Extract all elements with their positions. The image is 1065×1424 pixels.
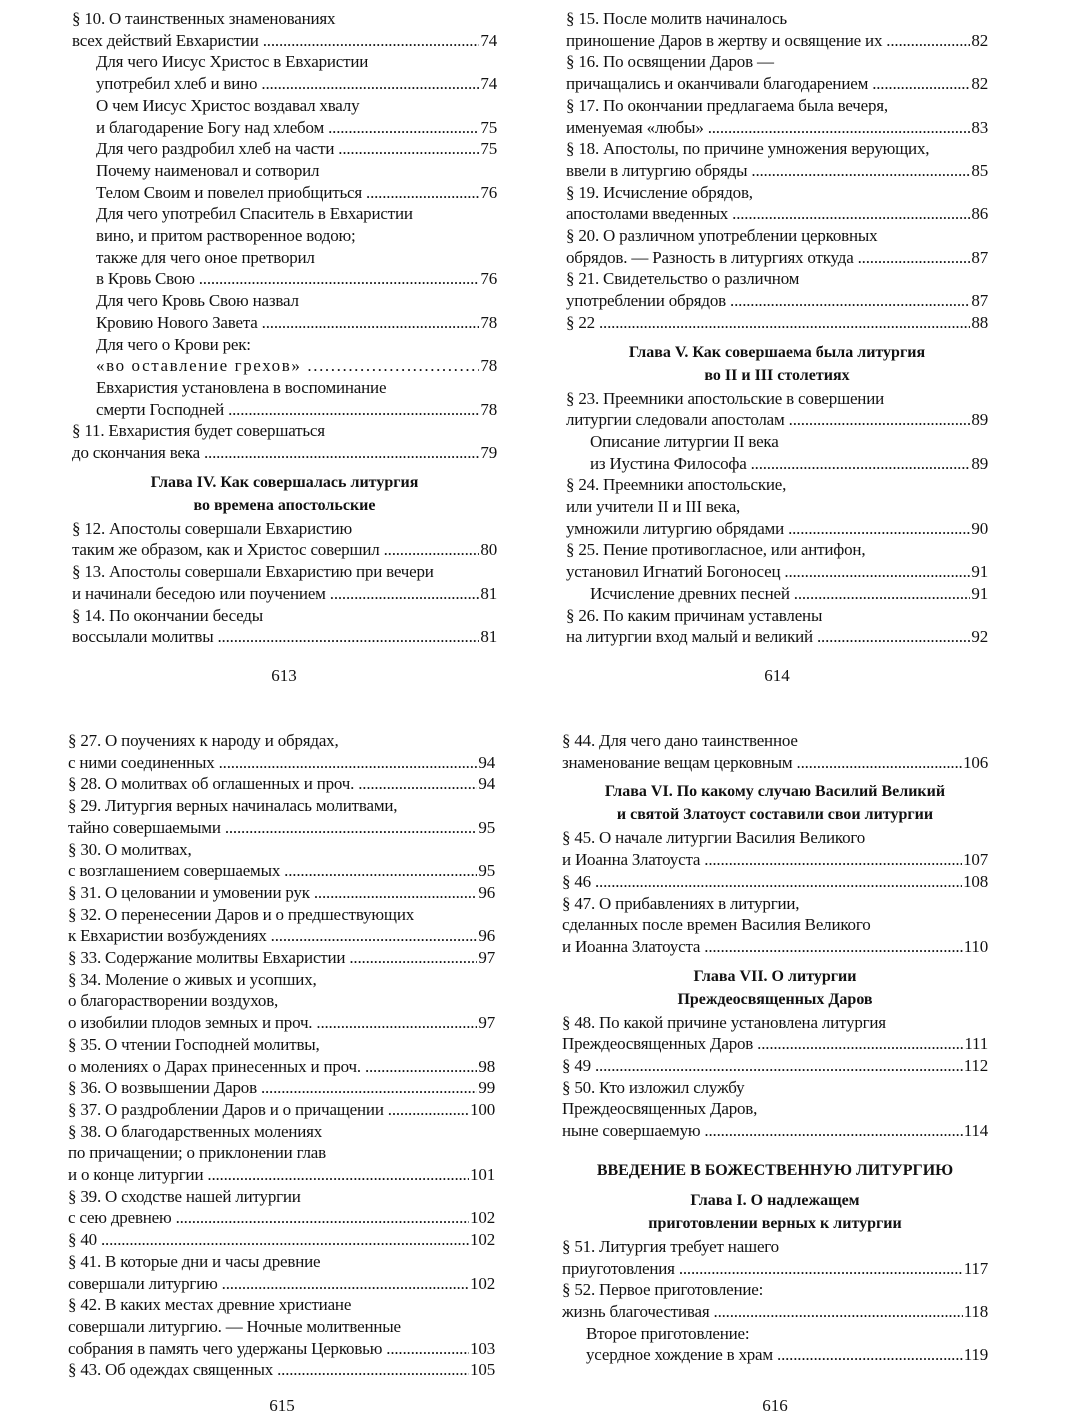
toc-entry-title: § 40 ..... [68, 1229, 469, 1251]
toc-entry [566, 561, 988, 583]
toc-entry-line: § 17. По окончании предлагаема была вечеря, [566, 95, 888, 115]
toc-entry [68, 1207, 495, 1229]
toc-page-number: 74 [480, 74, 497, 94]
toc-entry-line: § 48. По какой причине установлена литургия [562, 1012, 886, 1032]
toc-entry-line: Для чего Иисус Христос в Евхаристии [96, 52, 369, 72]
toc-entry-line: § 41. В которые дни и часы древние [68, 1251, 321, 1271]
toc-entry-line: § 42. В каких местах древние христиане [68, 1295, 352, 1315]
toc-entry [566, 160, 988, 182]
toc-entry-title: § 46 ..... [562, 871, 962, 893]
toc-entry-title: приуготовления ..... [562, 1258, 963, 1280]
folio-614: 614 [764, 666, 790, 685]
toc-entry-title: обрядов. — Разность в литургиях откуда ..... [566, 247, 970, 269]
folio-615: 615 [269, 1396, 295, 1415]
toc-page-number: 86 [971, 204, 988, 224]
toc-entry-title: тайно совершаемыми ..... [68, 817, 477, 839]
toc-page-number: 75 [480, 117, 497, 137]
toc-entry-line: § 25. Пение противогласное, или антифон, [566, 540, 866, 560]
toc-page-number: 75 [480, 139, 497, 159]
toc-page-number: 112 [963, 1056, 988, 1076]
toc-entry [566, 290, 988, 312]
toc-entry [566, 30, 988, 52]
toc-entry [566, 117, 988, 139]
page-613 [72, 8, 497, 648]
toc-entry-title: именуемая «любы» ..... [566, 117, 970, 139]
toc-entry-title: в Кровь Свою ..... [96, 268, 479, 290]
toc-page-number: 95 [478, 817, 495, 837]
toc-entry [566, 453, 988, 475]
toc-entry [562, 752, 988, 774]
toc-entry-title: с ними соединенных ..... [68, 752, 477, 774]
toc-entry [566, 312, 988, 334]
toc-entry-line: § 21. Свидетельство о различном [566, 269, 800, 289]
toc-entry-line: Для чего Кровь Свою назвал [96, 291, 299, 311]
toc-page-number: 91 [971, 562, 988, 582]
toc-page-number: 88 [971, 312, 988, 332]
toc-entry-title: воссылали молитвы ..... [72, 626, 479, 648]
toc-page-number: 89 [971, 410, 988, 430]
toc-entry-title: знаменование вещам церковным ..... [562, 752, 962, 774]
toc-entry [566, 518, 988, 540]
toc-entry-line: § 26. По каким причинам уставлены [566, 605, 823, 625]
toc-entry-title: ныне совершаемую ..... [562, 1120, 963, 1142]
toc-entry-line: § 34. Моление о живых и усопших, [68, 969, 317, 989]
toc-page-number: 108 [963, 871, 988, 891]
toc-page-number: 95 [478, 861, 495, 881]
folio-613: 613 [271, 666, 297, 685]
toc-entry-line: § 29. Литургия верных начиналась молитвами, [68, 796, 398, 816]
toc-entry-title: и Иоанна Златоуста ..... [562, 936, 963, 958]
toc-entry-line: Почему наименовал и сотворил [96, 160, 320, 180]
toc-entry-line: § 52. Первое приготовление: [562, 1280, 764, 1300]
toc-page-number: 91 [971, 583, 988, 603]
toc-page-number: 114 [963, 1121, 988, 1141]
toc-page-number: 117 [963, 1258, 988, 1278]
toc-entry-title: жизнь благочестивая ..... [562, 1301, 963, 1323]
toc-entry [72, 182, 497, 204]
toc-entry-line: § 32. О перенесении Даров и о предшествующих [68, 904, 415, 924]
toc-entry [566, 409, 988, 431]
toc-entry-title: § 31. О целовании и умовении рук ..... [68, 882, 477, 904]
toc-page-number: 102 [470, 1273, 495, 1293]
toc-entry-title: Исчисление древних песней ..... [590, 583, 970, 605]
toc-entry [72, 399, 497, 421]
toc-page-number: 90 [971, 518, 988, 538]
toc-entry [68, 1338, 495, 1360]
toc-page-number: 87 [971, 247, 988, 267]
toc-entry-title: § 33. Содержание молитвы Евхаристии ..... [68, 947, 477, 969]
toc-entry [72, 73, 497, 95]
toc-page-number: 87 [971, 291, 988, 311]
toc-page-number: 78 [480, 356, 497, 376]
toc-entry-line: § 13. Апостолы совершали Евхаристию при вечери [72, 562, 434, 582]
toc-entry [72, 626, 497, 648]
toc-page-number: 94 [478, 752, 495, 772]
toc-entry-line: О чем Иисус Христос воздавал хвалу [96, 95, 360, 115]
toc-entry-title: всех действий Евхаристии ..... [72, 30, 479, 52]
toc-page-number: 96 [478, 882, 495, 902]
toc-entry [72, 355, 497, 377]
toc-entry [68, 1273, 495, 1295]
folio-616: 616 [762, 1396, 788, 1415]
toc-page-number: 102 [470, 1208, 495, 1228]
toc-entry-line: Для чего употребил Спаситель в Евхаристии [96, 204, 413, 224]
toc-entry-title: установил Игнатий Богоносец ..... [566, 561, 970, 583]
toc-entry-line: или учители II и III века, [566, 497, 741, 517]
toc-entry [566, 626, 988, 648]
toc-entry-title: из Иустина Философа ..... [590, 453, 970, 475]
toc-entry [72, 583, 497, 605]
toc-page-number: 99 [478, 1078, 495, 1098]
toc-entry-title: § 43. Об одеждах священных ..... [68, 1359, 469, 1381]
toc-page-number: 76 [480, 182, 497, 202]
toc-entry-title: до скончания века ..... [72, 442, 479, 464]
toc-entry [562, 936, 988, 958]
toc-entry [72, 312, 497, 334]
toc-entry-title: с возглашением совершаемых ..... [68, 860, 477, 882]
toc-entry-line: § 19. Исчисление обрядов, [566, 182, 753, 202]
toc-entry-line: Для чего о Крови рек: [96, 334, 251, 354]
toc-entry-line: о благорастворении воздухов, [68, 991, 279, 1011]
toc-entry-title: § 28. О молитвах об оглашенных и проч. ..... [68, 773, 477, 795]
toc-entry-line: § 24. Преемники апостольские, [566, 475, 787, 495]
chapter-heading: Глава VI. По какому случаю Василий Великий [604, 783, 946, 801]
chapter-heading: во II и III столетиях [704, 366, 850, 384]
toc-entry-line: Евхаристия установлена в воспоминание [96, 377, 387, 397]
toc-page-number: 74 [480, 30, 497, 50]
toc-entry [562, 1344, 988, 1366]
toc-entry-line: § 39. О сходстве нашей литургии [68, 1186, 301, 1206]
toc-entry-title: ввели в литургию обряды ..... [566, 160, 970, 182]
toc-page-number: 107 [963, 850, 988, 870]
toc-entry-line: § 27. О поучениях к народу и обрядах, [68, 731, 339, 750]
chapter-heading: Преждеосвященных Даров [677, 990, 873, 1008]
toc-entry-line: § 15. После молитв начиналось [566, 9, 787, 28]
toc-page-number: 79 [480, 443, 497, 463]
toc-entry-title: Преждеосвященных Даров ..... [562, 1033, 963, 1055]
toc-entry [72, 117, 497, 139]
toc-entry-title: с сею древнею ..... [68, 1207, 469, 1229]
toc-entry-title: совершали литургию ..... [68, 1273, 469, 1295]
toc-entry-title: Кровию Нового Завета ..... [96, 312, 479, 334]
toc-entry [72, 138, 497, 160]
toc-page-number: 110 [963, 936, 988, 956]
toc-entry-title: о изобилии плодов земных и проч. ..... [68, 1012, 477, 1034]
toc-entry [562, 1033, 988, 1055]
toc-page-number: 102 [470, 1230, 495, 1250]
toc-entry-title: и о конце литургии ..... [68, 1164, 469, 1186]
toc-entry [562, 1120, 988, 1142]
toc-entry-title: § 36. О возвышении Даров ..... [68, 1077, 477, 1099]
toc-entry [68, 1229, 495, 1251]
toc-page-number: 111 [964, 1034, 988, 1054]
toc-entry-line: § 11. Евхаристия будет совершаться [72, 421, 325, 441]
toc-entry-line: § 38. О благодарственных молениях [68, 1121, 323, 1141]
toc-entry-line: § 12. Апостолы совершали Евхаристию [72, 518, 352, 538]
toc-page-number: 98 [478, 1056, 495, 1076]
chapter-heading: и святой Златоуст составили свои литургии [616, 806, 934, 824]
toc-page-number: 78 [480, 312, 497, 332]
toc-entry-title: и начинали беседою или поучением ..... [72, 583, 479, 605]
toc-page-number: 119 [963, 1345, 988, 1365]
toc-entry-title: о молениях о Дарах принесенных и проч. ..... [68, 1056, 477, 1078]
toc-page-number: 94 [478, 774, 495, 794]
toc-entry-title: § 22 ..... [566, 312, 970, 334]
toc-entry [68, 925, 495, 947]
toc-page-number: 81 [480, 583, 497, 603]
toc-entry [68, 1099, 495, 1121]
toc-entry-line: § 35. О чтении Господней молитвы, [68, 1034, 320, 1054]
toc-entry [68, 860, 495, 882]
toc-entry [566, 73, 988, 95]
toc-entry [566, 583, 988, 605]
toc-entry [562, 1258, 988, 1280]
toc-page-number: 103 [470, 1338, 495, 1358]
toc-entry-line: § 45. О начале литургии Василия Великого [562, 828, 866, 848]
toc-entry-title: к Евхаристии возбуждениях ..... [68, 925, 477, 947]
toc-entry [562, 1301, 988, 1323]
toc-page-number: 81 [480, 627, 497, 647]
toc-entry-line: также для чего оное претворил [96, 247, 315, 267]
toc-entry-title: смерти Господней ..... [96, 399, 479, 421]
chapter-heading: Глава IV. Как совершалась литургия [150, 473, 419, 491]
toc-entry [562, 871, 988, 893]
toc-entry-line: Преждеосвященных Даров, [562, 1099, 758, 1119]
toc-page-number: 96 [478, 926, 495, 946]
toc-entry-title: «во оставление грехов» ..... [96, 355, 479, 377]
toc-entry-line: § 20. О различном употреблении церковных [566, 226, 878, 246]
toc-entry-line: § 30. О молитвах, [68, 839, 192, 859]
toc-entry [72, 539, 497, 561]
toc-entry [566, 247, 988, 269]
toc-entry [562, 1055, 988, 1077]
toc-entry-title: употреблении обрядов ..... [566, 290, 970, 312]
toc-entry-title: литургии следовали апостолам ..... [566, 409, 970, 431]
toc-page-number: 118 [963, 1301, 988, 1321]
toc-page-number: 100 [470, 1099, 495, 1119]
toc-entry-title: Телом Своим и повелел приобщиться ..... [96, 182, 479, 204]
toc-entry [68, 1056, 495, 1078]
toc-entry [72, 268, 497, 290]
toc-entry [562, 849, 988, 871]
toc-entry [68, 1077, 495, 1099]
toc-entry-title: употребил хлеб и вино ..... [96, 73, 479, 95]
toc-entry-line: § 44. Для чего дано таинственное [562, 731, 798, 750]
page-616 [562, 730, 988, 1366]
toc-entry [68, 817, 495, 839]
chapter-heading: приготовлении верных к литургии [648, 1214, 902, 1232]
chapter-heading: во времена апостольские [193, 496, 376, 514]
toc-entry-title: умножили литургию обрядами ..... [566, 518, 970, 540]
toc-page-number: 76 [480, 269, 497, 289]
toc-entry-line: Описание литургии II века [590, 431, 779, 451]
toc-page-number: 80 [480, 540, 497, 560]
toc-entry [68, 1359, 495, 1381]
toc-entry-line: § 23. Преемники апостольские в совершении [566, 388, 885, 408]
toc-entry-line: § 50. Кто изложил службу [562, 1077, 745, 1097]
toc-entry-title: и Иоанна Златоуста ..... [562, 849, 962, 871]
toc-entry-line: § 51. Литургия требует нашего [562, 1236, 779, 1256]
toc-entry [68, 1164, 495, 1186]
toc-entry-line: § 16. По освящении Даров — [566, 52, 774, 72]
toc-page-number: 85 [971, 160, 988, 180]
toc-entry-title: апостолами введенных ..... [566, 203, 970, 225]
toc-page-number: 82 [971, 30, 988, 50]
toc-entry-line: сделанных после времен Василия Великого [562, 915, 871, 935]
toc-entry [566, 203, 988, 225]
section-heading: ВВЕДЕНИЕ В БОЖЕСТВЕННУЮ ЛИТУРГИЮ [596, 1161, 954, 1179]
toc-page-number: 82 [971, 74, 988, 94]
chapter-heading: Глава I. О надлежащем [690, 1191, 860, 1209]
toc-entry-line: вино, и притом растворенное водою; [96, 226, 356, 246]
toc-entry-line: по причащении; о приклонении глав [68, 1143, 326, 1163]
toc-page-number: 101 [470, 1165, 495, 1185]
toc-entry-line: § 14. По окончании беседы [72, 605, 263, 625]
toc-entry-title: усердное хождение в храм ..... [586, 1344, 963, 1366]
toc-entry-line: § 10. О таинственных знаменованиях [72, 9, 336, 28]
toc-page-number: 106 [963, 752, 988, 772]
toc-page-number: 97 [478, 1013, 495, 1033]
toc-entry [72, 30, 497, 52]
page-615 [68, 730, 495, 1381]
toc-entry [68, 752, 495, 774]
toc-page-number: 92 [971, 627, 988, 647]
toc-entry-title: причащались и оканчивали благодарением ..... [566, 73, 970, 95]
toc-entry-title: Для чего раздробил хлеб на части ..... [96, 138, 479, 160]
toc-entry-title: и благодарение Богу над хлебом ..... [96, 117, 479, 139]
toc-entry-line: Второе приготовление: [586, 1323, 750, 1343]
toc-entry-title: § 37. О раздроблении Даров и о причащении ..... [68, 1099, 469, 1121]
chapter-heading: Глава VII. О литургии [693, 967, 857, 985]
toc-entry [72, 442, 497, 464]
toc-entry [68, 947, 495, 969]
toc-entry-title: § 49 ..... [562, 1055, 963, 1077]
toc-entry-title: собрания в память чего удержаны Церковью ..... [68, 1338, 469, 1360]
toc-entry-title: таким же образом, как и Христос совершил ..... [72, 539, 479, 561]
toc-entry [68, 773, 495, 795]
toc-page-number: 89 [971, 453, 988, 473]
toc-page-number: 83 [971, 117, 988, 137]
chapter-heading: Глава V. Как совершаема была литургия [628, 343, 926, 361]
toc-entry-line: § 47. О прибавлениях в литургии, [562, 893, 800, 913]
toc-entry-line: совершали литургию. — Ночные молитвенные [68, 1316, 401, 1336]
page-614 [566, 8, 988, 648]
toc-page-number: 78 [480, 399, 497, 419]
toc-entry [68, 882, 495, 904]
toc-entry [68, 1012, 495, 1034]
toc-page-number: 105 [470, 1360, 495, 1380]
toc-entry-title: на литургии вход малый и великий ..... [566, 626, 970, 648]
toc-entry-title: приношение Даров в жертву и освящение их ..... [566, 30, 970, 52]
toc-page-number: 97 [478, 948, 495, 968]
toc-entry-line: § 18. Апостолы, по причине умножения верующих, [566, 139, 930, 159]
